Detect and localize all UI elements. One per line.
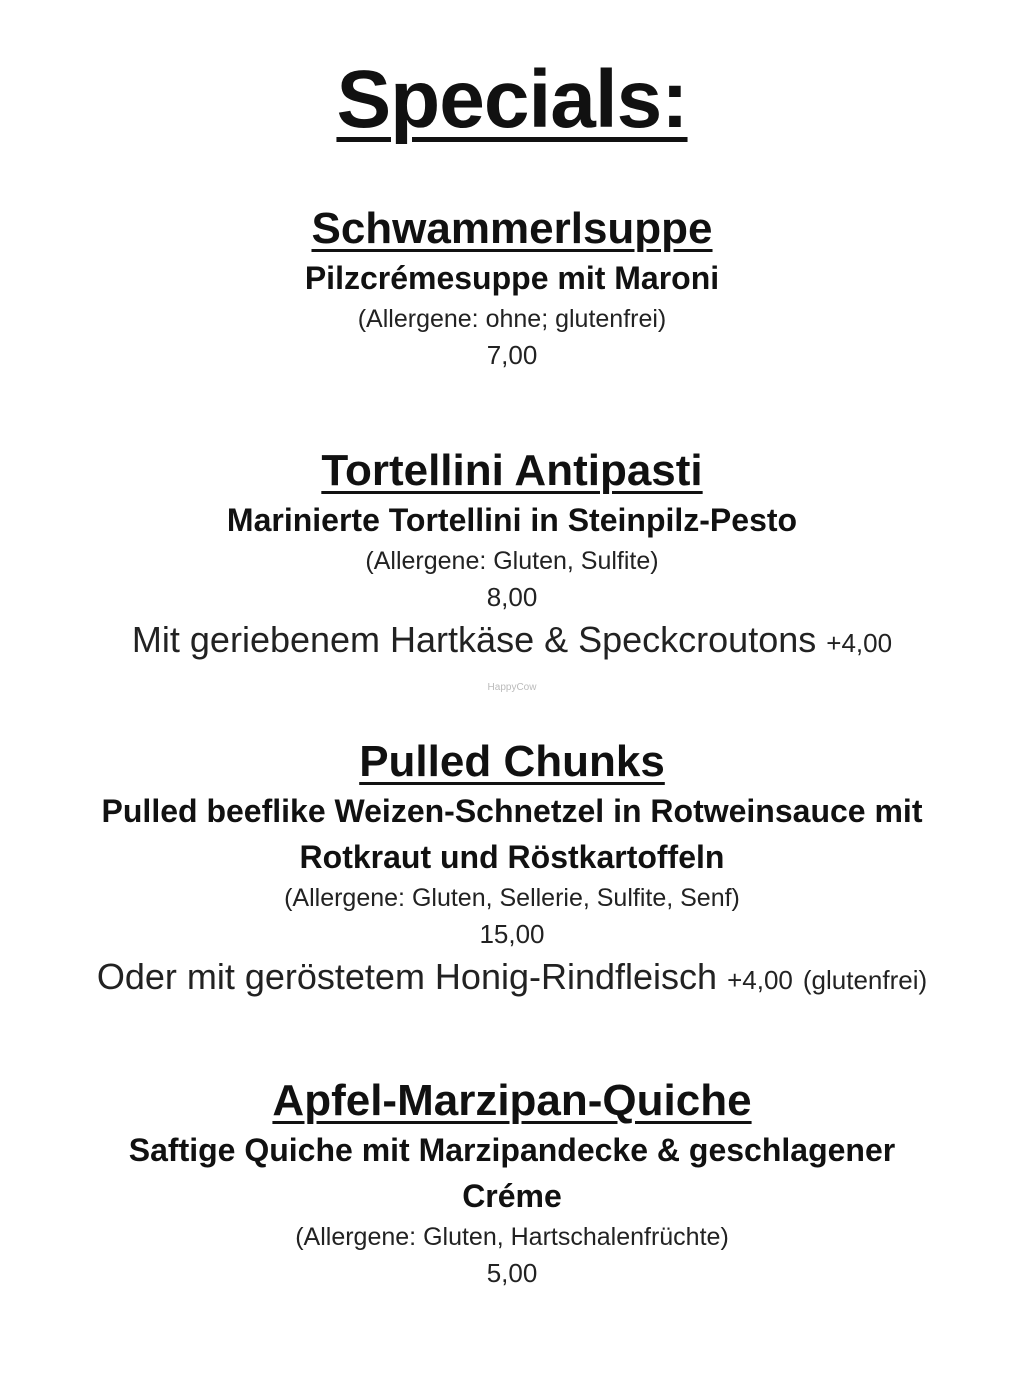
menu-item-tortellini-antipasti [0, 445, 1024, 668]
page-title: Specials: [336, 54, 688, 145]
dish-price: 5,00 [486, 1258, 538, 1288]
extra-option-text: Oder mit geröstetem Honig-Rindfleisch [96, 956, 718, 997]
dish-extra-option [0, 615, 1024, 668]
dish-description-line-2: Rotkraut und Röstkartoffeln [299, 839, 725, 875]
dish-extra-option [0, 952, 1024, 1005]
dish-description: Marinierte Tortellini in Steinpilz-Pesto [226, 502, 798, 538]
watermark-logo: HappyCow [487, 682, 537, 693]
extra-option-note: (glutenfrei) [802, 965, 928, 995]
dish-allergens: (Allergene: Gluten, Sellerie, Sulfite, Senf) [284, 884, 740, 912]
dish-name: Schwammerlsuppe [311, 204, 713, 253]
dish-allergens: (Allergene: ohne; glutenfrei) [357, 305, 667, 333]
dish-description: Pilzcrémesuppe mit Maroni [304, 260, 720, 296]
menu-item-apfel-marzipan-quiche [0, 1075, 1024, 1291]
dish-price: 7,00 [486, 340, 538, 370]
dish-description-line-2: Créme [462, 1178, 562, 1214]
dish-price: 15,00 [479, 919, 545, 949]
extra-option-price: +4,00 [826, 628, 893, 658]
extra-option-text: Mit geriebenem Hartkäse & Speckcroutons [131, 619, 817, 660]
dish-name: Pulled Chunks [359, 737, 665, 786]
dish-price: 8,00 [486, 582, 538, 612]
dish-name: Tortellini Antipasti [321, 446, 703, 495]
menu-item-pulled-chunks [0, 736, 1024, 1005]
dish-description-line-1: Pulled beeflike Weizen-Schnetzel in Rotweinsauce mit [101, 793, 923, 829]
dish-allergens: (Allergene: Gluten, Sulfite) [365, 547, 659, 575]
extra-option-price: +4,00 [727, 965, 793, 995]
dish-name: Apfel-Marzipan-Quiche [272, 1076, 752, 1125]
dish-allergens: (Allergene: Gluten, Hartschalenfrüchte) [295, 1223, 729, 1251]
dish-description-line-1: Saftige Quiche mit Marzipandecke & geschlagener [128, 1132, 896, 1168]
menu-item-schwammerlsuppe [0, 203, 1024, 373]
